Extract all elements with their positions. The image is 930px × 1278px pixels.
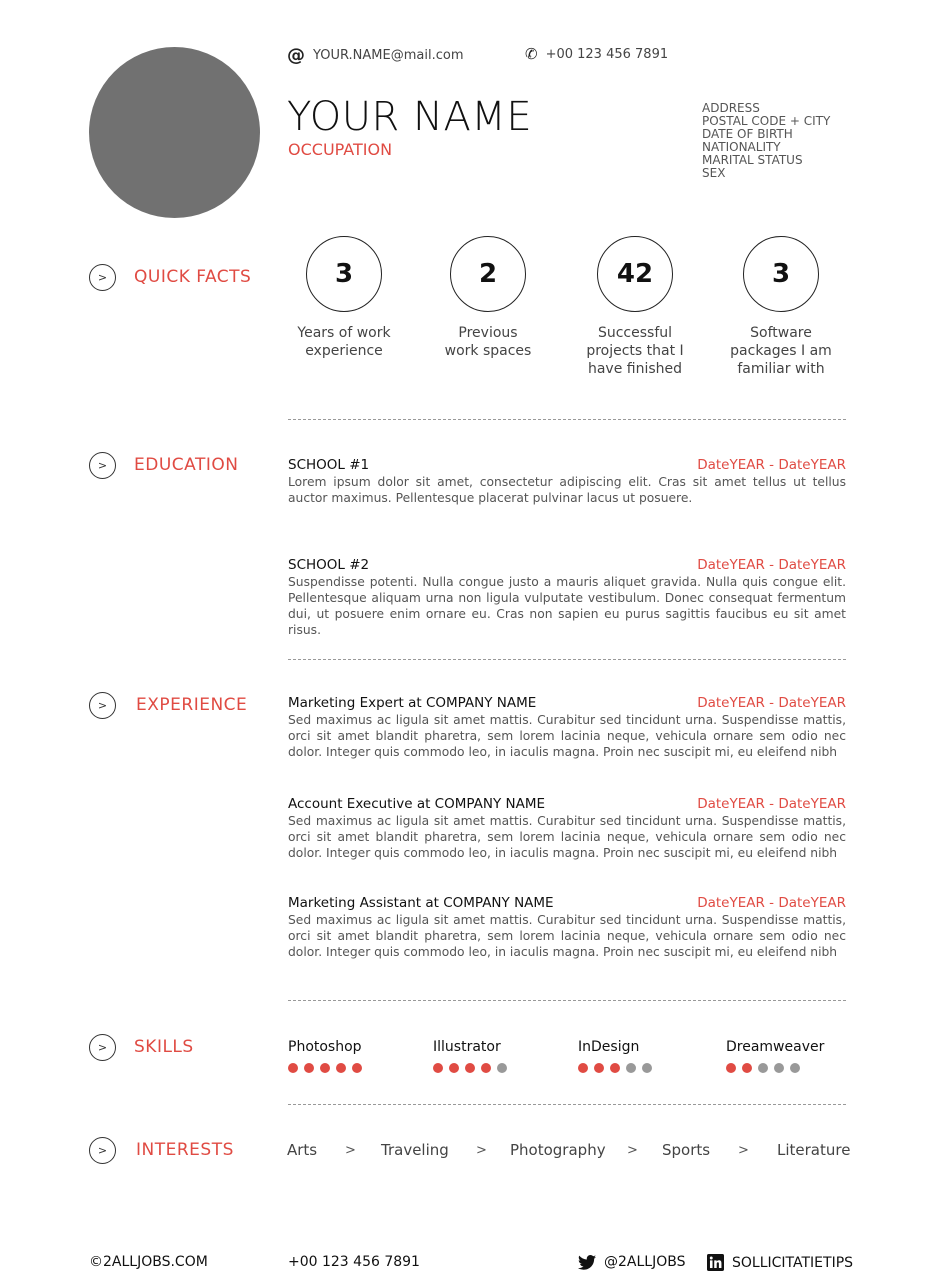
- fact-value: 2: [450, 236, 526, 312]
- rating-dot-empty: [626, 1063, 636, 1073]
- rating-dot-filled: [449, 1063, 459, 1073]
- entry-description: Suspendisse potenti. Nulla congue justo a mauris aliquet gravida. Nulla quis congue elit. Pellentesque aliquam urna non ligula vulputate vestibulum. Donec consequat fermentum dui, ut posuere enim ornare eu. Cras non sapien eu purus sagittis faucibus eu sit amet risus.: [288, 575, 846, 637]
- entry-date: DateYEAR - DateYEAR: [697, 457, 846, 473]
- fact-workspaces: [423, 236, 553, 360]
- rating-dot-filled: [352, 1063, 362, 1073]
- chevron-right-circle-icon: >: [89, 1034, 116, 1061]
- education-entry: [288, 557, 846, 638]
- rating-dot-empty: [774, 1063, 784, 1073]
- interest-item: Sports: [662, 1141, 711, 1159]
- skill-item: [433, 1039, 563, 1073]
- phone-text: +00 123 456 7891: [288, 1254, 420, 1270]
- chevron-right-circle-icon: >: [89, 452, 116, 479]
- experience-entry: [288, 695, 846, 760]
- fact-projects: [570, 236, 700, 378]
- skill-item: [578, 1039, 708, 1073]
- skill-name: InDesign: [578, 1039, 640, 1055]
- footer-twitter: [578, 1254, 685, 1270]
- interest-item: Traveling: [381, 1141, 449, 1159]
- entry-date: DateYEAR - DateYEAR: [697, 695, 846, 711]
- at-icon: @: [287, 45, 305, 66]
- rating-dot-filled: [465, 1063, 475, 1073]
- rating-dot-empty: [758, 1063, 768, 1073]
- fact-value: 3: [306, 236, 382, 312]
- date-of-birth: DATE OF BIRTH: [702, 127, 793, 141]
- divider: [288, 659, 846, 660]
- skill-rating: [726, 1063, 856, 1073]
- section-title-quick-facts: QUICK FACTS: [134, 267, 252, 287]
- rating-dot-filled: [610, 1063, 620, 1073]
- chevron-right-circle-icon: >: [89, 1137, 116, 1164]
- entry-description: Sed maximus ac ligula sit amet mattis. Curabitur sed tincidunt urna. Suspendisse mattis, orci sit amet blandit pharetra, sem lorem lacinia neque, vehicula ornare sem odio nec dolor. Integer quis commodo leo, in iaculis magna. Proin nec suscipit mi, eu eleifend nibh: [288, 913, 846, 959]
- skill-item: [726, 1039, 856, 1073]
- interest-item: Photography: [510, 1141, 606, 1159]
- divider: [288, 419, 846, 420]
- website-text: ©2ALLJOBS.COM: [89, 1254, 208, 1270]
- skill-name: Photoshop: [288, 1039, 362, 1055]
- entry-description: Sed maximus ac ligula sit amet mattis. Curabitur sed tincidunt urna. Suspendisse mattis, orci sit amet blandit pharetra, sem lorem lacinia neque, vehicula ornare sem odio nec dolor. Integer quis commodo leo, in iaculis magna. Proin nec suscipit mi, eu eleifend nibh: [288, 713, 846, 759]
- divider: [288, 1000, 846, 1001]
- chevron-right-icon: >: [738, 1143, 749, 1158]
- sex: SEX: [702, 166, 726, 180]
- address: ADDRESS: [702, 101, 760, 115]
- rating-dot-filled: [320, 1063, 330, 1073]
- chevron-right-circle-icon: >: [89, 692, 116, 719]
- fact-label: Years of work experience: [297, 325, 391, 359]
- email-text: YOUR.NAME@mail.com: [313, 48, 464, 63]
- entry-title: SCHOOL #2: [288, 557, 370, 573]
- section-title-education: EDUCATION: [134, 455, 239, 475]
- skill-name: Illustrator: [433, 1039, 501, 1055]
- fact-label: Successful projects that I have finished: [586, 325, 684, 377]
- skill-rating: [578, 1063, 708, 1073]
- skill-item: [288, 1039, 418, 1073]
- section-title-skills: SKILLS: [134, 1037, 194, 1057]
- divider: [288, 1104, 846, 1105]
- section-title-experience: EXPERIENCE: [136, 695, 248, 715]
- marital-status: MARITAL STATUS: [702, 153, 803, 167]
- chevron-right-icon: >: [345, 1143, 356, 1158]
- fact-software: [716, 236, 846, 378]
- fact-label: Software packages I am familiar with: [730, 325, 832, 377]
- linkedin-handle: SOLLICITATIETIPS: [732, 1254, 854, 1271]
- entry-description: Lorem ipsum dolor sit amet, consectetur adipiscing elit. Cras sit amet tellus ut tellus auctor maximus. Pellentesque placerat pulvinar lacus ut posuere.: [288, 475, 846, 505]
- rating-dot-filled: [336, 1063, 346, 1073]
- section-title-interests: INTERESTS: [136, 1140, 234, 1160]
- rating-dot-filled: [742, 1063, 752, 1073]
- postal-code-city: POSTAL CODE + CITY: [702, 114, 831, 128]
- footer-linkedin: [707, 1254, 853, 1271]
- footer-phone: [288, 1254, 420, 1270]
- rating-dot-filled: [594, 1063, 604, 1073]
- fact-value: 42: [597, 236, 673, 312]
- full-name: YOUR NAME: [287, 94, 533, 140]
- rating-dot-empty: [497, 1063, 507, 1073]
- education-entry: [288, 457, 846, 506]
- chevron-right-circle-icon: >: [89, 264, 116, 291]
- twitter-handle: @2ALLJOBS: [604, 1254, 686, 1270]
- rating-dot-filled: [288, 1063, 298, 1073]
- entry-title: Marketing Assistant at COMPANY NAME: [288, 895, 554, 911]
- entry-title: Account Executive at COMPANY NAME: [288, 796, 546, 812]
- chevron-right-icon: >: [476, 1143, 487, 1158]
- twitter-icon: [578, 1255, 596, 1270]
- experience-entry: [288, 796, 846, 861]
- phone-contact: [525, 45, 668, 63]
- entry-date: DateYEAR - DateYEAR: [697, 796, 846, 812]
- chevron-right-icon: >: [627, 1143, 638, 1158]
- profile-photo: [89, 47, 260, 218]
- interest-item: Literature: [777, 1141, 851, 1159]
- skill-rating: [288, 1063, 418, 1073]
- rating-dot-filled: [578, 1063, 588, 1073]
- personal-details: [702, 102, 830, 180]
- entry-date: DateYEAR - DateYEAR: [697, 557, 846, 573]
- entry-title: SCHOOL #1: [288, 457, 370, 473]
- rating-dot-filled: [433, 1063, 443, 1073]
- rating-dot-filled: [726, 1063, 736, 1073]
- entry-title: Marketing Expert at COMPANY NAME: [288, 695, 537, 711]
- email-contact: [287, 45, 463, 66]
- fact-label: Previous work spaces: [444, 325, 532, 359]
- entry-description: Sed maximus ac ligula sit amet mattis. Curabitur sed tincidunt urna. Suspendisse mattis, orci sit amet blandit pharetra, sem lorem lacinia neque, vehicula ornare sem odio nec dolor. Integer quis commodo leo, in iaculis magna. Proin nec suscipit mi, eu eleifend nibh: [288, 814, 846, 860]
- phone-icon: ✆: [525, 45, 538, 63]
- fact-value: 3: [743, 236, 819, 312]
- occupation: OCCUPATION: [288, 140, 393, 159]
- rating-dot-empty: [642, 1063, 652, 1073]
- skill-name: Dreamweaver: [726, 1039, 825, 1055]
- nationality: NATIONALITY: [702, 140, 781, 154]
- footer-website: [89, 1254, 208, 1270]
- fact-years: [279, 236, 409, 360]
- rating-dot-filled: [481, 1063, 491, 1073]
- interest-item: Arts: [287, 1141, 318, 1159]
- rating-dot-filled: [304, 1063, 314, 1073]
- entry-date: DateYEAR - DateYEAR: [697, 895, 846, 911]
- experience-entry: [288, 895, 846, 960]
- linkedin-icon: [707, 1254, 724, 1271]
- skill-rating: [433, 1063, 563, 1073]
- phone-text: +00 123 456 7891: [545, 46, 669, 62]
- rating-dot-empty: [790, 1063, 800, 1073]
